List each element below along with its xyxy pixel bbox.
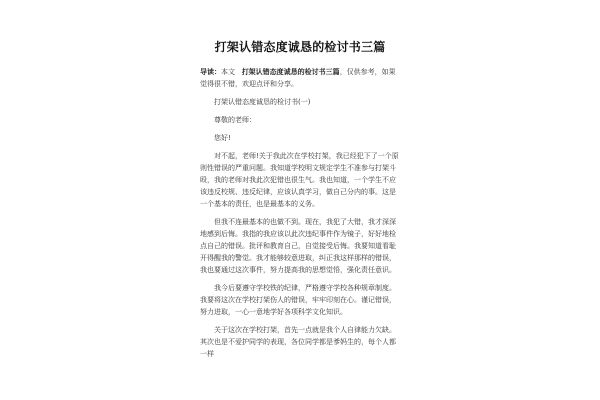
lead-suffix: ，仅供参考，如果觉得很不错，欢迎点评和分享。 — [200, 68, 396, 88]
lead-title: 打架认错态度诚恳的检讨书三篇 — [241, 68, 340, 76]
section-title: 打架认错态度诚恳的检讨书(一) — [214, 98, 311, 106]
lead-prefix: 本文 — [221, 68, 235, 76]
body-paragraph-4: 关于这次在学校打架，首先一点就是我个人自律能力欠缺。其次也是不爱护同学的表现，各位同学都是爹妈生的，每个人都一样 — [200, 326, 396, 358]
body-paragraph-3: 我今后要遵守学校铁的纪律，严格遵守学校各种规章制度。我要将这次在学校打架伤人的错误，牢牢印刻在心。谨记错误，努力进取，一心一意地学好各项科学文化知识。 — [200, 284, 396, 316]
body-paragraph-1: 对不起，老师!关于我此次在学校打架，我已经犯下了一个原则性错误的严重问题。我知道学校明文规定学生不准参与打架斗殴，我的老师对我此次犯错也很生气。我也知道，一个学生不应该违反校规、违反纪律，应该认真学习，做自己分内的事。这是一个基本的责任，也是最基本的义务。 — [200, 152, 399, 208]
salutation: 尊敬的老师： — [214, 116, 256, 124]
lead-paragraph — [200, 66, 400, 90]
body-paragraph-2: 但我不连最基本的也做不到。现在，我犯了大错，我才深深地感到后悔。我指的我应该以此次违纪事件作为镜子，好好地检点自己的错误。批评和教育自己，自觉接受后悔。我要知道看耻开得醒我的警觉。我才能够较意进取，纠正我这样那样的错误，我也要通过这次事件，努力提高我的思想觉悟，强化责任意识。 — [200, 218, 396, 274]
greeting: 您好! — [214, 134, 231, 142]
document-body — [200, 66, 400, 366]
document-title: 打架认错态度诚恳的检讨书三篇 — [214, 40, 386, 54]
lead-label: 导读： — [200, 68, 221, 76]
